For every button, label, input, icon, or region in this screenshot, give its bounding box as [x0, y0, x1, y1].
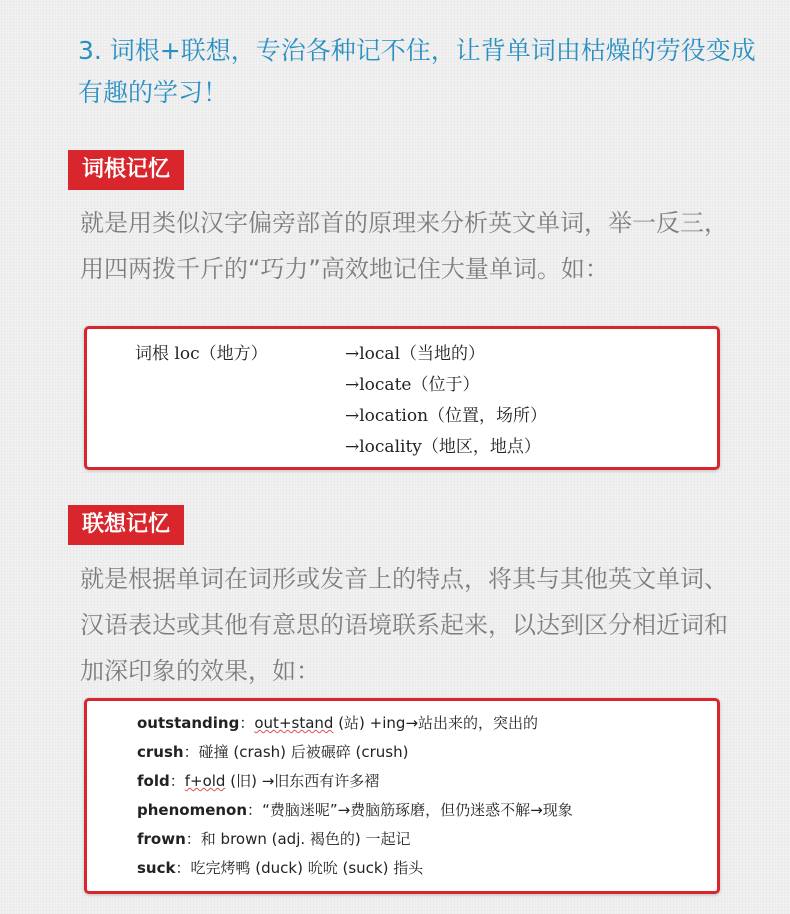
example-word: suck: [137, 859, 176, 877]
example-separator: ：: [185, 830, 201, 848]
example-word: outstanding: [137, 714, 240, 732]
example-wavy-part: out+stand: [254, 714, 334, 732]
association-example: [137, 738, 573, 767]
association-memory-tag: 联想记忆: [68, 505, 184, 545]
root-memory-description: 就是用类似汉字偏旁部首的原理来分析英文单词，举一反三，用四两拨千斤的“巧力”高效地记住大量单词。如：: [80, 209, 728, 283]
association-example: [137, 825, 573, 854]
derived-word: →local（当地的）: [345, 344, 486, 364]
derived-word: →locality（地区，地点）: [345, 437, 541, 457]
example-word: phenomenon: [137, 801, 248, 819]
association-example-list: [137, 709, 573, 883]
example-separator: ：: [169, 772, 185, 790]
example-explanation: 和 brown (adj. 褐色的) 一起记: [200, 830, 411, 848]
association-example-box: [84, 698, 720, 894]
example-explanation: (旧) →旧东西有许多褶: [225, 772, 380, 790]
example-wavy-part: f+old: [184, 772, 226, 790]
association-memory-description: 就是根据单词在词形或发音上的特点，将其与其他英文单词、汉语表达或其他有意思的语境联系起来，以达到区分相近词和加深印象的效果，如：: [80, 565, 728, 685]
example-word: crush: [137, 743, 184, 761]
section-heading: 3. 词根+联想，专治各种记不住，让背单词由枯燥的劳役变成有趣的学习！: [78, 36, 756, 107]
example-separator: ：: [175, 859, 191, 877]
association-example: [137, 709, 573, 738]
association-example: [137, 796, 573, 825]
derived-word: →location（位置，场所）: [345, 406, 548, 426]
derived-word: →locate（位于）: [345, 375, 480, 395]
example-explanation: 碰撞 (crash) 后被碾碎 (crush): [198, 743, 409, 761]
example-separator: ：: [239, 714, 255, 732]
association-example: [137, 854, 573, 883]
example-separator: ：: [183, 743, 199, 761]
example-explanation: (站) +ing→站出来的，突出的: [333, 714, 539, 732]
example-word: frown: [137, 830, 186, 848]
root-label: 词根 loc（地方）: [135, 344, 268, 364]
example-explanation: 吃完烤鸭 (duck) 吮吮 (suck) 指头: [190, 859, 424, 877]
root-example-box: [84, 326, 720, 470]
root-memory-tag: 词根记忆: [68, 150, 184, 190]
association-example: [137, 767, 573, 796]
example-explanation: “费脑迷呢”→费脑筋琢磨，但仍迷惑不解→现象: [262, 801, 573, 819]
example-separator: ：: [247, 801, 263, 819]
derived-word-list: [345, 339, 547, 463]
example-word: fold: [137, 772, 170, 790]
